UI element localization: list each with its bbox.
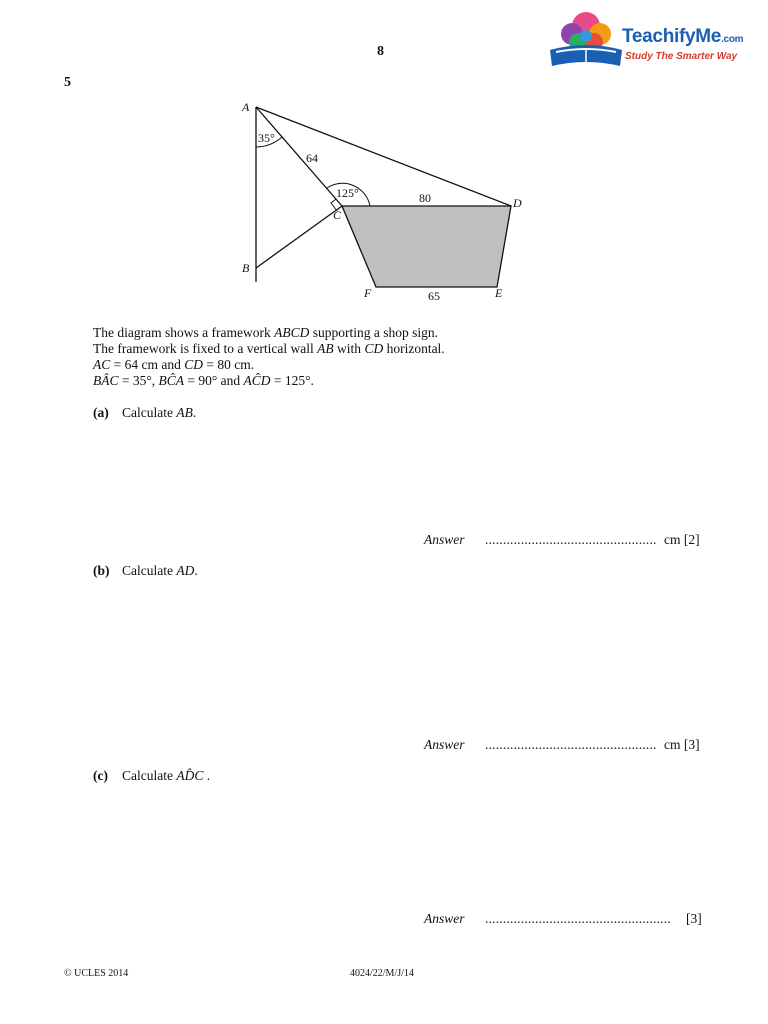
- part-a-question: (a) Calculate AB.: [93, 405, 197, 420]
- part-c-question: (c) Calculate AD̂C .: [93, 768, 211, 783]
- part-b-answer-line[interactable]: Answer ................................................ cm [3]: [424, 737, 700, 752]
- part-b-question: (b) Calculate AD.: [93, 563, 198, 578]
- label-e: E: [495, 286, 503, 300]
- intro-line-4: BÂC = 35°, BĈA = 90° and AĈD = 125°.: [93, 373, 314, 388]
- logo-icon: [550, 12, 622, 66]
- intro-line-1: The diagram shows a framework ABCD supporting a shop sign.: [93, 325, 438, 340]
- line-ad: [256, 107, 511, 206]
- line-ac: [256, 107, 342, 206]
- label-c: C: [333, 208, 342, 222]
- angle-acd-label: 125°: [336, 186, 359, 200]
- label-b: B: [242, 261, 250, 275]
- intro-line-2: The framework is fixed to a vertical wall AB with CD horizontal.: [93, 341, 445, 356]
- footer-code: 4024/22/M/J/14: [350, 968, 414, 979]
- part-c-label: (c): [93, 768, 108, 783]
- framework-diagram: [226, 95, 546, 315]
- page-number: 8: [377, 44, 384, 59]
- part-a-answer-line[interactable]: Answer ................................................ cm [2]: [424, 532, 700, 547]
- part-a-label: (a): [93, 405, 109, 420]
- shop-sign: [342, 206, 511, 287]
- question-number: 5: [64, 75, 71, 90]
- part-c-answer-line[interactable]: Answer .................................................... [3]: [424, 911, 702, 926]
- length-ac-label: 64: [306, 151, 318, 165]
- logo-text: TeachifyMe.com: [622, 26, 744, 47]
- question-intro: [93, 325, 445, 389]
- label-a: A: [242, 100, 250, 114]
- part-b-label: (b): [93, 563, 110, 578]
- line-bc: [256, 206, 342, 268]
- intro-line-3: AC = 64 cm and CD = 80 cm.: [93, 357, 255, 372]
- label-f: F: [364, 286, 372, 300]
- footer-copyright: © UCLES 2014: [64, 968, 129, 979]
- length-cd-label: 80: [419, 191, 431, 205]
- label-d: D: [513, 196, 522, 210]
- length-fe-label: 65: [428, 289, 440, 303]
- logo-tagline: Study The Smarter Way: [625, 51, 738, 62]
- angle-bac-label: 35°: [258, 131, 275, 145]
